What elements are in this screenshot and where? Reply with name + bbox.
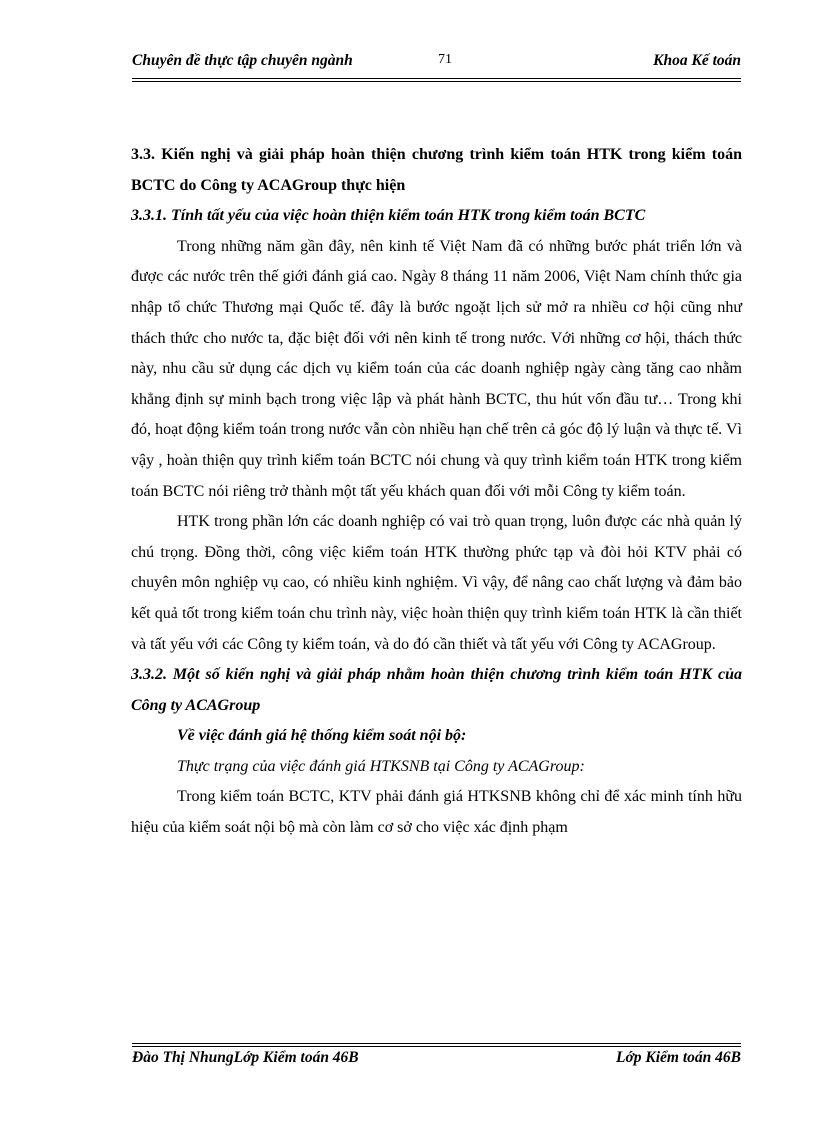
italic-line: Thực trạng của việc đánh giá HTKSNB tại Công ty ACAGroup:	[177, 757, 585, 775]
footer-rule	[132, 1043, 741, 1047]
paragraph-1: Trong những năm gần đây, nên kinh tế Việt Nam đã có những bước phát triển lớn và được các nước trên thế giới đánh giá cao. Ngày 8 tháng 11 năm 2006, Việt Nam chính thức gia nhập tổ chức Thương mại Quốc tế. đây là bước ngoặt lịch sử mở ra nhiều cơ hội cũng như thách thức cho nước ta, đặc biệt đối với nên kinh tế trong nước. Với những cơ hội, thách thức này, nhu cầu sử dụng các dịch vụ kiểm toán của các doanh nghiệp ngày càng tăng cao nhằm khẳng định sự minh bạch trong việc lập và phát hành BCTC, thu hút vốn đầu tư… Trong khi đó, hoạt động kiểm toán trong nước vẫn còn nhiều hạn chế trên cả góc độ lý luận và thực tế. Vì vậy , hoàn thiện quy trình kiểm toán BCTC nói chung và quy trình kiểm toán HTK trong kiểm toán BCTC nói riêng trở thành một tất yếu khách quan đối với mỗi Công ty kiểm toán.	[131, 237, 742, 500]
paragraph-3: Trong kiểm toán BCTC, KTV phải đánh giá HTKSNB không chỉ để xác minh tính hữu hiệu của kiểm soát nội bộ mà còn làm cơ sở cho việc xác định phạm	[131, 788, 742, 837]
page-footer	[132, 1049, 741, 1073]
section-heading-3-3-2: 3.3.2. Một số kiến nghị và giải pháp nhằm hoàn thiện chương trình kiểm toán HTK của Công ty ACAGroup	[131, 666, 742, 714]
section-heading-3-3-1: 3.3.1. Tính tất yếu của việc hoàn thiện kiểm toán HTK trong kiểm toán BCTC	[131, 207, 646, 225]
header-department: Khoa Kế toán	[653, 52, 741, 69]
page-body	[131, 140, 742, 844]
paragraph-2: HTK trong phần lớn các doanh nghiệp có vai trò quan trọng, luôn được các nhà quản lý chú trọng. Đồng thời, công việc kiểm toán HTK thường phức tạp và đòi hỏi KTV phải có chuyên môn nghiệp vụ cao, có nhiều kinh nghiệm. Vì vậy, để nâng cao chất lượng và đảm bảo kết quả tốt trong kiểm toán chu trình này, việc hoàn thiện quy trình kiểm toán HTK là cần thiết và tất yếu với các Công ty kiểm toán, và do đó cần thiết và tất yếu với Công ty ACAGroup.	[131, 513, 742, 653]
footer-author: Đào Thị NhungLớp Kiểm toán 46B	[132, 1049, 359, 1066]
section-heading-3-3: 3.3. Kiến nghị và giải pháp hoàn thiện chương trình kiểm toán HTK trong kiểm toán BCTC do Công ty ACAGroup thực hiện	[131, 146, 742, 194]
page-number: 71	[438, 52, 452, 67]
header-rule	[132, 78, 741, 82]
sub-heading: Về việc đánh giá hệ thống kiểm soát nội bộ:	[177, 727, 467, 745]
footer-class: Lớp Kiểm toán 46B	[615, 1049, 741, 1066]
header-title: Chuyên đề thực tập chuyên ngành	[132, 52, 353, 69]
page-header	[132, 52, 741, 76]
